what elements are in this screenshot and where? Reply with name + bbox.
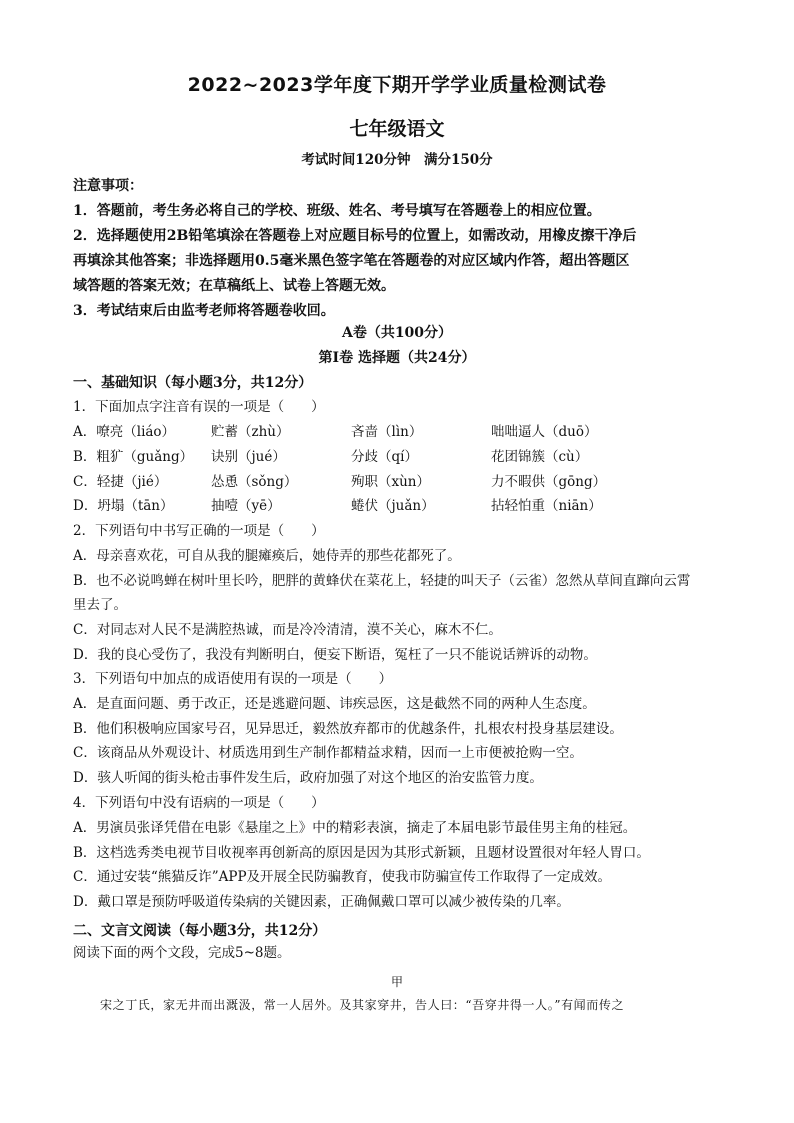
option-line: D．骇人听闻的街头枪击事件发生后，政府加强了对这个地区的治安监管力度。 (73, 770, 543, 787)
passage-label: 甲 (390, 975, 403, 989)
option-line: C．通过安装“熊猫反诈”APP及开展全民防骗教育，使我市防骗宣传工作取得了一定成效。 (73, 869, 612, 886)
option-line: B．这档选秀类电视节目收视率再创新高的原因是因为其形式新颖，且题材设置很对年轻人胃口。 (73, 844, 650, 861)
option-cell: A．嘹亮（liáo） (73, 424, 176, 440)
notes-heading: 注意事项： (73, 178, 143, 194)
question-2 (73, 519, 723, 668)
question-1-stem (73, 395, 723, 420)
option-line: C．对同志对人民不是满腔热诚，而是冷冷清清，漠不关心，麻木不仁。 (73, 622, 502, 639)
option-line: B．他们积极响应国家号召，见异思迁，毅然放弃都市的优越条件，扎根农村投身基层建设。 (73, 720, 623, 737)
option-line: B．也不必说鸣蝉在树叶里长吟，肥胖的黄蜂伏在菜花上，轻捷的叫天子（云雀）忽然从草间直蹿向云霄 (73, 572, 691, 589)
option-cell: D．坍塌（tān） (73, 498, 174, 515)
note-item: 再填涂其他答案；非选择题用0.5毫米黑色签字笔在答题卷的对应区域内作答，超出答题区 (73, 253, 630, 269)
option-line: A．母亲喜欢花，可自从我的腿瘫痪后，她侍弄的那些花都死了。 (73, 547, 461, 564)
section1-heading: 一、基础知识（每小题3分，共12分） (73, 375, 313, 391)
option-cell: 抽噎（yē） (211, 498, 281, 515)
option-line: D．戴口罩是预防呼吸道传染病的关键因素，正确佩戴口罩可以减少被传染的几率。 (73, 894, 570, 911)
note-item: 2．选择题使用2B铅笔填涂在答题卷上对应题目标号的位置上，如需改动，用橡皮擦干净后 (73, 228, 637, 244)
exam-subject: 七年级语文 (349, 118, 445, 140)
option-line: A．是直面问题、勇于改正，还是逃避问题、讳疾忌医，这是截然不同的两种人生态度。 (73, 695, 596, 712)
part-1-heading: 第Ⅰ卷 选择题（共24分） (318, 350, 476, 366)
option-cell: 贮蓄（zhù） (211, 424, 290, 440)
exam-info: 考试时间120分钟 满分150分 (301, 152, 493, 168)
note-item: 域答题的答案无效；在草稿纸上、试卷上答题无效。 (73, 278, 395, 294)
option-cell: B．粗犷（guǎng） (73, 448, 194, 465)
option-line: 里去了。 (73, 597, 127, 614)
option-row (73, 445, 723, 470)
question-stem: 1．下面加点字注音有误的一项是（ ） (73, 399, 325, 415)
option-cell: 花团锦簇（cù） (491, 448, 589, 465)
option-cell: 怂恿（sǒng） (211, 473, 298, 490)
question-3 (73, 667, 723, 791)
option-cell: 蜷伏（juǎn） (351, 498, 435, 515)
question-stem: 2．下列语句中书写正确的一项是（ ） (73, 523, 325, 539)
section2-heading: 二、文言文阅读（每小题3分，共12分） (73, 923, 327, 939)
note-item: 1．答题前，考生务必将自己的学校、班级、姓名、考号填写在答题卷上的相应位置。 (73, 203, 601, 219)
section2-intro: 阅读下面的两个文段，完成5~8题。 (73, 945, 291, 961)
option-cell: 力不暇供（gōng） (491, 473, 607, 490)
option-row (73, 494, 723, 519)
exam-title: 2022~2023学年度下期开学学业质量检测试卷 (187, 74, 607, 96)
option-line: C．该商品从外观设计、材质选用到生产制作都精益求精，因而一上市便被抢购一空。 (73, 745, 583, 762)
section2-intro-block (73, 941, 723, 966)
option-row (73, 470, 723, 495)
notes-block (73, 174, 723, 324)
option-cell: C．轻捷（jié） (73, 473, 168, 490)
option-cell: 诀别（jué） (211, 448, 286, 465)
part-a-heading: A卷（共100分） (341, 325, 453, 341)
classical-passage: 宋之丁氏，家无井而出溉汲，常一人居外。及其家穿井，告人曰：“吾穿井得一人。”有闻而传之 (100, 998, 625, 1012)
option-line: D．我的良心受伤了，我没有判断明白，便妄下断语，冤枉了一只不能说话辨诉的动物。 (73, 646, 597, 663)
question-1-options (73, 420, 723, 519)
option-cell: 吝啬（lìn） (351, 424, 423, 440)
note-item: 3．考试结束后由监考老师将答题卷收回。 (73, 303, 335, 319)
option-row (73, 420, 723, 445)
option-cell: 拈轻怕重（niān） (491, 498, 602, 515)
option-line: A．男演员张译凭借在电影《悬崖之上》中的精彩表演，摘走了本届电影节最佳男主角的桂冠。 (73, 819, 637, 836)
option-cell: 殉职（xùn） (351, 473, 431, 490)
option-cell: 咄咄逼人（duō） (491, 424, 598, 440)
question-4 (73, 791, 723, 915)
option-cell: 分歧（qí） (351, 448, 418, 465)
question-stem: 3．下列语句中加点的成语使用有误的一项是（ ） (73, 671, 393, 687)
question-stem: 4．下列语句中没有语病的一项是（ ） (73, 795, 325, 811)
